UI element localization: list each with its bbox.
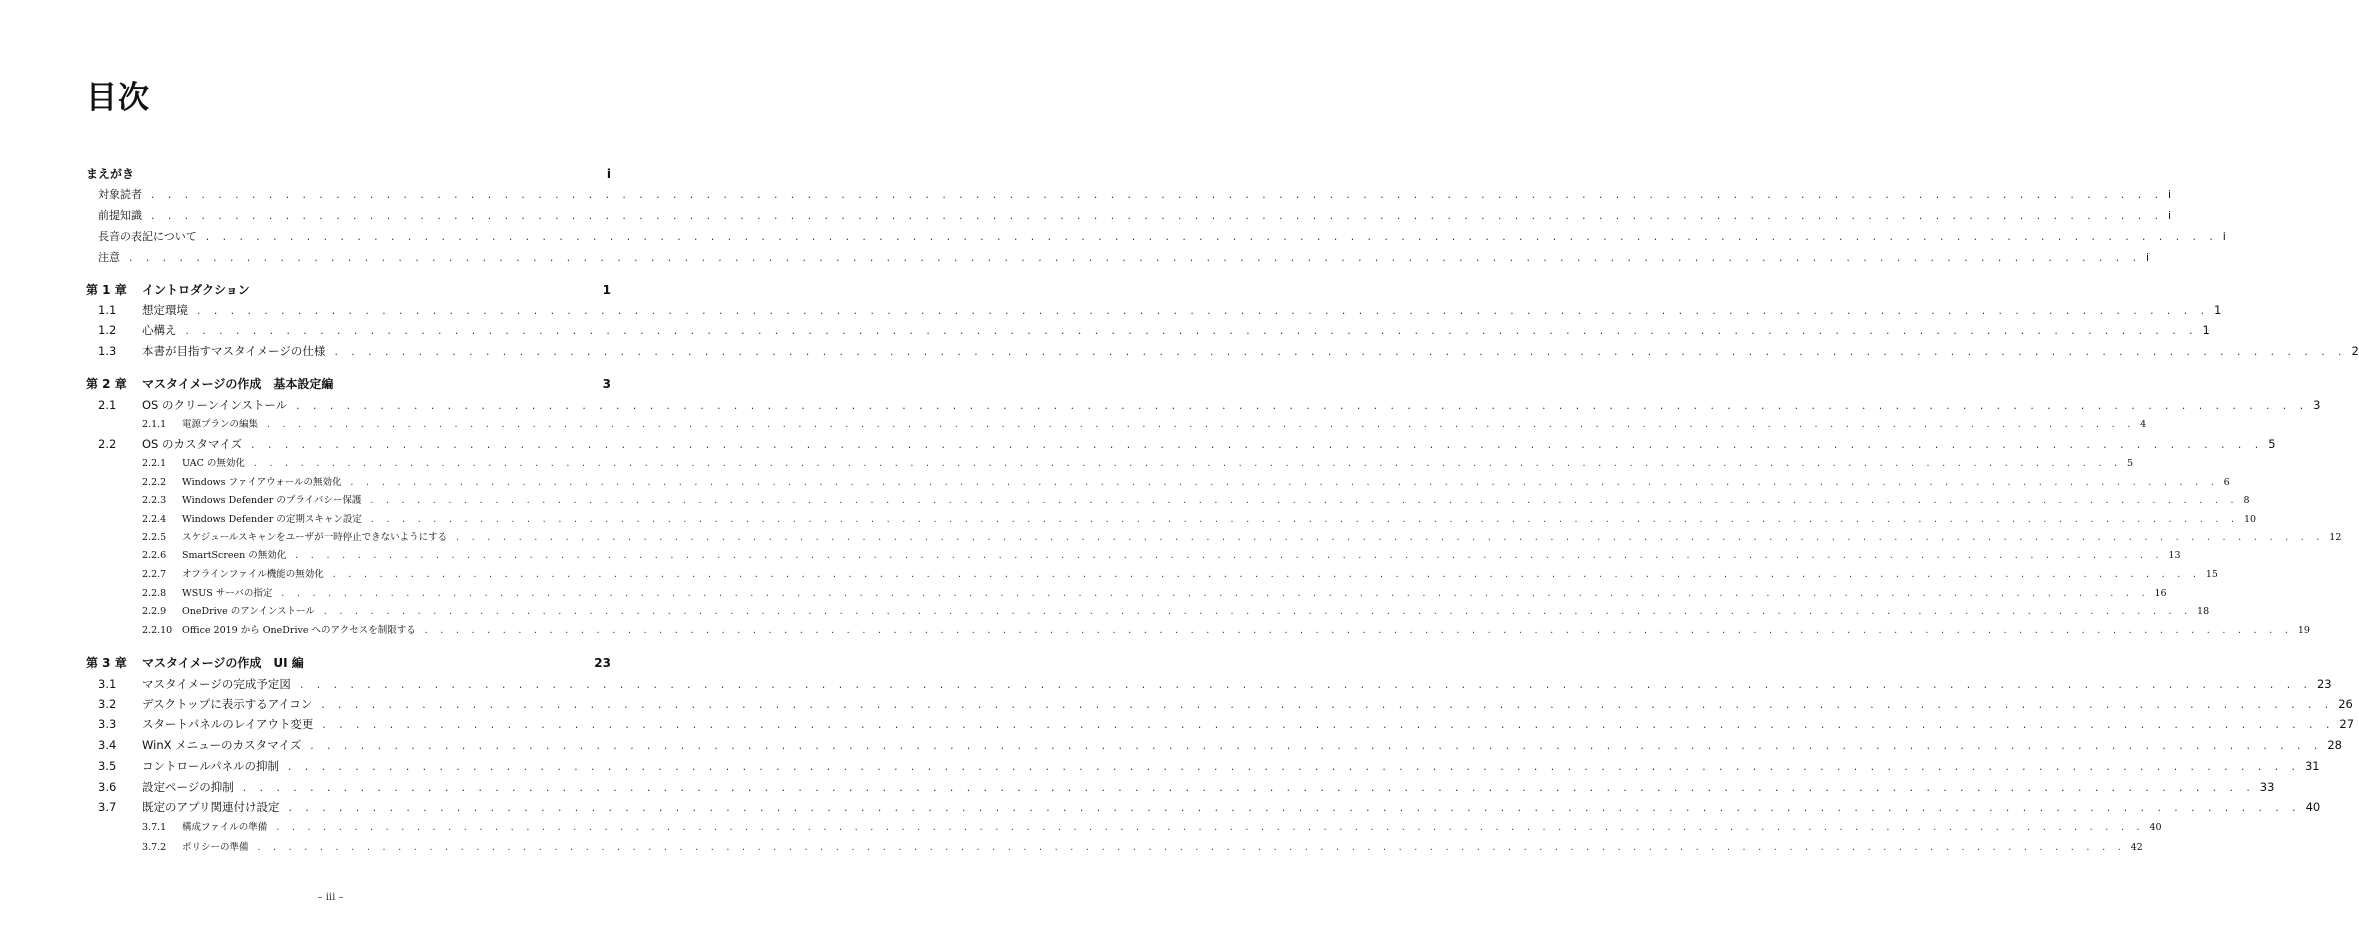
toc-entry-number: 2.1.1	[142, 419, 167, 430]
toc-dot-leader: . . . . . . . . . . . . . . . . . . . . . . . . . . . . . . . . . . . . . . . . . . . . . . . . . . . . . . . . . . . . . . . . . . . . . . . . . . . . . . . . . . . . . . . . . . . . . . . . . . . . . . . . . . . . . . . . . . . . . . . .	[369, 496, 2238, 505]
toc-page-number: 23	[594, 656, 611, 670]
toc-entry-number: 1.3	[98, 344, 117, 358]
toc-page-number: 1	[2202, 323, 2210, 337]
toc-entry-title: 設定ページの抑制	[142, 780, 234, 794]
toc-entry-title: 前提知識	[98, 209, 142, 222]
toc-entry-title: Office 2019 から OneDrive へのアクセスを制限する	[182, 625, 416, 636]
toc-entry-number: 第 2 章	[86, 377, 127, 391]
toc-dot-leader: . . . . . . . . . . . . . . . . . . . . . . . . . . . . . . . . . . . . . . . . . . . . . . . . . . . . . . . . . . . . . . . . . . . . . . . . . . . . . . . . . . . . . . . . . . . . . . . . . . . . . . . . . . . . . . . . . . . . . . . .	[333, 348, 2346, 358]
toc-front-entry[interactable]	[86, 186, 2172, 202]
toc-section-entry[interactable]	[86, 397, 2321, 413]
toc-entry-title: OS のクリーンインストール	[142, 398, 288, 412]
toc-subsection-entry[interactable]	[86, 455, 2134, 469]
toc-dot-leader: . . . . . . . . . . . . . . . . . . . . . . . . . . . . . . . . . . . . . . . . . . . . . . . . . . . . . . . . . . . . . . . . . . . . . . . . . . . . . . . . . . . . . . . . . . . . . . . . . . . . . . . . . . . . . . . . . . . . . . . .	[150, 191, 2163, 201]
toc-subsection-entry[interactable]	[86, 474, 2230, 488]
toc-section-entry[interactable]	[86, 799, 2321, 815]
toc-page-number: 10	[2243, 514, 2257, 525]
toc-entry-number: 3.1	[98, 677, 117, 691]
toc-entry-title: マスタイメージの完成予定図	[142, 677, 291, 691]
toc-entry-number: 3.7.1	[142, 822, 167, 833]
toc-dot-leader: . . . . . . . . . . . . . . . . . . . . . . . . . . . . . . . . . . . . . . . . . . . . . . . . . . . . . . . . . . . . . . . . . . . . . . . . . . . . . . . . . . . . . . . . . . . . . . . . . . . . . . . . . . . . . . . . . . . . . . . .	[150, 212, 2163, 222]
toc-subsection-entry[interactable]	[86, 585, 2167, 599]
toc-entry-number: 3.6	[98, 780, 117, 794]
toc-dot-leader: . . . . . . . . . . . . . . . . . . . . . . . . . . . . . . . . . . . . . . . . . . . . . . . . . . . . . . . . . . . . . . . . . . . . . . . . . . . . . . . . . . . . . . . . . . . . . . . . . . . . . . . . . . . . . . . . . . . . . . . .	[184, 327, 2197, 337]
toc-entry-title: OS のカスタマイズ	[142, 437, 243, 451]
toc-entry-title: 電源プランの編集	[182, 419, 259, 430]
toc-entry-number: 3.7	[98, 800, 117, 814]
toc-chapter-entry[interactable]	[86, 375, 611, 392]
toc-dot-leader: . . . . . . . . . . . . . . . . . . . . . . . . . . . . . . . . . . . . . . . . . . . . . . . . . . . . . . . . . . . . . . . . . . . . . . . . . . . . . . . . . . . . . . . . . . . . . . . . . . . . . . . . . . . . . . . . . . . . . . . .	[294, 551, 2163, 560]
page-number-footer: – iii –	[317, 892, 344, 903]
toc-entry-number: 3.3	[98, 717, 117, 731]
toc-entry-number: 2.2.2	[142, 477, 167, 488]
toc-entry-title: UAC の無効化	[182, 458, 245, 469]
toc-subsection-entry[interactable]	[86, 603, 2210, 617]
toc-page-number: 18	[2197, 606, 2210, 617]
toc-section-entry[interactable]	[86, 716, 2355, 732]
toc-page-number: 15	[2205, 569, 2218, 580]
toc-entry-title: Windows Defender の定期スキャン設定	[182, 514, 362, 525]
toc-section-entry[interactable]	[86, 779, 2275, 795]
toc-entry-title: マスタイメージの作成 UI 編	[142, 656, 304, 670]
toc-entry-number: 第 3 章	[86, 656, 127, 670]
toc-entry-title: 構成ファイルの準備	[182, 822, 268, 833]
toc-entry-title: OneDrive のアンインストール	[182, 606, 315, 617]
toc-dot-leader: . . . . . . . . . . . . . . . . . . . . . . . . . . . . . . . . . . . . . . . . . . . . . . . . . . . . . . . . . . . . . . . . . . . . . . . . . . . . . . . . . . . . . . . . . . . . . . . . . . . . . . . . . . . . . . . . . . . . . . . .	[320, 701, 2333, 711]
toc-page-number: 1	[602, 283, 611, 297]
toc-section-entry[interactable]	[86, 676, 2332, 692]
toc-front-entry[interactable]	[86, 207, 2172, 223]
toc-page-number: 42	[2130, 842, 2143, 853]
toc-page-number: i	[606, 167, 611, 181]
toc-entry-number: 2.2.5	[142, 532, 167, 543]
toc-page-number: 1	[2214, 303, 2222, 317]
toc-entry-title: スケジュールスキャンをユーザが一時停止できないようにする	[182, 532, 448, 543]
toc-front-entry[interactable]	[86, 228, 2226, 244]
toc-section-entry[interactable]	[86, 758, 2320, 774]
toc-chapter-entry[interactable]	[86, 654, 611, 671]
toc-entry-title: ポリシーの準備	[182, 842, 249, 853]
toc-dot-leader: . . . . . . . . . . . . . . . . . . . . . . . . . . . . . . . . . . . . . . . . . . . . . . . . . . . . . . . . . . . . . . . . . . . . . . . . . . . . . . . . . . . . . . . . . . . . . . . . . . . . . . . . . . . . . . . . . . . . . . . .	[241, 784, 2254, 794]
toc-chapter-entry[interactable]	[86, 281, 611, 298]
toc-page-number: 4	[2140, 419, 2147, 430]
toc-dot-leader: . . . . . . . . . . . . . . . . . . . . . . . . . . . . . . . . . . . . . . . . . . . . . . . . . . . . . . . . . . . . . . . . . . . . . . . . . . . . . . . . . . . . . . . . . . . . . . . . . . . . . . . . . . . . . . . . . . . . . . . .	[286, 763, 2299, 773]
toc-entry-title: イントロダクション	[142, 283, 250, 297]
toc-page-number: 3	[2313, 398, 2321, 412]
toc-page-number: 40	[2305, 800, 2321, 814]
toc-entry-title: Windows Defender のプライバシー保護	[182, 495, 362, 506]
toc-entry-title: スタートパネルのレイアウト変更	[142, 717, 314, 731]
toc-entry-number: 3.4	[98, 738, 117, 752]
toc-page-number: 12	[2329, 532, 2342, 543]
toc-entry-number: 2.1	[98, 398, 117, 412]
toc-page-number: 2	[2351, 344, 2359, 358]
toc-page-number: 5	[2268, 437, 2276, 451]
toc-page-number: 3	[602, 377, 611, 391]
toc-entry-number: 2.2.8	[142, 588, 167, 599]
toc-dot-leader: . . . . . . . . . . . . . . . . . . . . . . . . . . . . . . . . . . . . . . . . . . . . . . . . . . . . . . . . . . . . . . . . . . . . . . . . . . . . . . . . . . . . . . . . . . . . . . . . . . . . . . . . . . . . . . . . . . . . . . . .	[423, 626, 2292, 635]
toc-subsection-entry[interactable]	[86, 622, 2310, 636]
toc-page-number: 6	[2223, 477, 2230, 488]
toc-entry-title: 心構え	[142, 323, 177, 337]
toc-dot-leader: . . . . . . . . . . . . . . . . . . . . . . . . . . . . . . . . . . . . . . . . . . . . . . . . . . . . . . . . . . . . . . . . . . . . . . . . . . . . . . . . . . . . . . . . . . . . . . . . . . . . . . . . . . . . . . . . . . . . . . . .	[309, 742, 2322, 752]
page-title: 目次	[86, 80, 150, 116]
toc-page-number: 8	[2243, 495, 2250, 506]
toc-subsection-entry[interactable]	[86, 416, 2147, 430]
toc-page-number: 40	[2149, 822, 2162, 833]
toc-chapter-entry[interactable]	[86, 165, 611, 182]
toc-page-number: 16	[2154, 588, 2167, 599]
toc-entry-title: SmartScreen の無効化	[182, 550, 287, 561]
toc-page-number: 31	[2304, 759, 2320, 773]
toc-dot-leader: . . . . . . . . . . . . . . . . . . . . . . . . . . . . . . . . . . . . . . . . . . . . . . . . . . . . . . . . . . . . . . . . . . . . . . . . . . . . . . . . . . . . . . . . . . . . . . . . . . . . . . . . . . . . . . . . . . . . . . . .	[280, 589, 2149, 598]
toc-dot-leader: . . . . . . . . . . . . . . . . . . . . . . . . . . . . . . . . . . . . . . . . . . . . . . . . . . . . . . . . . . . . . . . . . . . . . . . . . . . . . . . . . . . . . . . . . . . . . . . . . . . . . . . . . . . . . . . . . . . . . . . .	[369, 515, 2238, 524]
toc-entry-title: デスクトップに表示するアイコン	[142, 697, 313, 711]
toc-dot-leader: . . . . . . . . . . . . . . . . . . . . . . . . . . . . . . . . . . . . . . . . . . . . . . . . . . . . . . . . . . . . . . . . . . . . . . . . . . . . . . . . . . . . . . . . . . . . . . . . . . . . . . . . . . . . . . . . . . . . . . . .	[250, 441, 2263, 451]
toc-page-number: 19	[2297, 625, 2310, 636]
toc-entry-title: 本書が目指すマスタイメージの仕様	[142, 344, 326, 358]
toc-dot-leader: . . . . . . . . . . . . . . . . . . . . . . . . . . . . . . . . . . . . . . . . . . . . . . . . . . . . . . . . . . . . . . . . . . . . . . . . . . . . . . . . . . . . . . . . . . . . . . . . . . . . . . . . . . . . . . . . . . . . . . . .	[204, 233, 2217, 243]
toc-page-number: 13	[2168, 550, 2181, 561]
toc-entry-number: 2.2.7	[142, 569, 167, 580]
toc-section-entry[interactable]	[86, 436, 2276, 452]
toc-section-entry[interactable]	[86, 737, 2342, 753]
toc-entry-number: 第 1 章	[86, 283, 127, 297]
toc-page-number: 28	[2327, 738, 2342, 752]
toc-dot-leader: . . . . . . . . . . . . . . . . . . . . . . . . . . . . . . . . . . . . . . . . . . . . . . . . . . . . . . . . . . . . . . . . . . . . . . . . . . . . . . . . . . . . . . . . . . . . . . . . . . . . . . . . . . . . . . . . . . . . . . . .	[128, 254, 2141, 264]
toc-entry-title: WinX メニューのカスタマイズ	[142, 738, 302, 752]
toc-dot-leader: . . . . . . . . . . . . . . . . . . . . . . . . . . . . . . . . . . . . . . . . . . . . . . . . . . . . . . . . . . . . . . . . . . . . . . . . . . . . . . . . . . . . . . . . . . . . . . . . . . . . . . . . . . . . . . . . . . . . . . . .	[298, 681, 2311, 691]
toc-entry-number: 2.2.4	[142, 514, 167, 525]
toc-dot-leader: . . . . . . . . . . . . . . . . . . . . . . . . . . . . . . . . . . . . . . . . . . . . . . . . . . . . . . . . . . . . . . . . . . . . . . . . . . . . . . . . . . . . . . . . . . . . . . . . . . . . . . . . . . . . . . . . . . . . . . . .	[331, 570, 2200, 579]
toc-entry-number: 2.2.1	[142, 458, 167, 469]
toc-entry-title: マスタイメージの作成 基本設定編	[142, 377, 334, 391]
toc-subsection-entry[interactable]	[86, 839, 2143, 853]
toc-entry-number: 1.1	[98, 303, 117, 317]
toc-entry-number: 2.2.3	[142, 495, 167, 506]
toc-subsection-entry[interactable]	[86, 819, 2162, 833]
toc-entry-number: 3.5	[98, 759, 117, 773]
toc-entry-title: まえがき	[86, 167, 135, 181]
toc-entry-title: 長音の表記について	[98, 230, 197, 243]
toc-subsection-entry[interactable]	[86, 547, 2181, 561]
toc-page-number: 33	[2259, 780, 2275, 794]
toc-dot-leader: . . . . . . . . . . . . . . . . . . . . . . . . . . . . . . . . . . . . . . . . . . . . . . . . . . . . . . . . . . . . . . . . . . . . . . . . . . . . . . . . . . . . . . . . . . . . . . . . . . . . . . . . . . . . . . . . . . . . . . . .	[455, 533, 2324, 542]
toc-entry-number: 2.2.10	[142, 625, 173, 636]
toc-entry-number: 3.2	[98, 697, 117, 711]
toc-dot-leader: . . . . . . . . . . . . . . . . . . . . . . . . . . . . . . . . . . . . . . . . . . . . . . . . . . . . . . . . . . . . . . . . . . . . . . . . . . . . . . . . . . . . . . . . . . . . . . . . . . . . . . . . . . . . . . . . . . . . . . . .	[275, 823, 2144, 832]
toc-dot-leader: . . . . . . . . . . . . . . . . . . . . . . . . . . . . . . . . . . . . . . . . . . . . . . . . . . . . . . . . . . . . . . . . . . . . . . . . . . . . . . . . . . . . . . . . . . . . . . . . . . . . . . . . . . . . . . . . . . . . . . . .	[256, 843, 2125, 852]
toc-entry-title: コントロールパネルの抑制	[142, 759, 279, 773]
toc-section-entry[interactable]	[86, 302, 2222, 318]
toc-page-number: 26	[2338, 697, 2353, 711]
toc-entry-number: 3.7.2	[142, 842, 167, 853]
toc-page-number: 23	[2316, 677, 2332, 691]
toc-subsection-entry[interactable]	[86, 511, 2257, 525]
toc-page-number: i	[2168, 188, 2172, 201]
toc-section-entry[interactable]	[86, 696, 2353, 712]
toc-page-number: i	[2168, 209, 2172, 222]
toc-entry-title: Windows ファイアウォールの無効化	[182, 477, 342, 488]
toc-dot-leader: . . . . . . . . . . . . . . . . . . . . . . . . . . . . . . . . . . . . . . . . . . . . . . . . . . . . . . . . . . . . . . . . . . . . . . . . . . . . . . . . . . . . . . . . . . . . . . . . . . . . . . . . . . . . . . . . . . . . . . . .	[349, 478, 2218, 487]
toc-page-number: i	[2222, 230, 2226, 243]
toc-entry-title: オフラインファイル機能の無効化	[182, 569, 324, 580]
toc-entry-title: 注意	[98, 251, 120, 264]
toc-front-entry[interactable]	[86, 249, 2150, 265]
toc-subsection-entry[interactable]	[86, 566, 2218, 580]
toc-entry-number: 2.2	[98, 437, 117, 451]
toc-entry-title: 想定環境	[142, 303, 188, 317]
toc-entry-title: 既定のアプリ関連付け設定	[142, 800, 280, 814]
toc-entry-title: 対象読者	[98, 188, 142, 201]
toc-dot-leader: . . . . . . . . . . . . . . . . . . . . . . . . . . . . . . . . . . . . . . . . . . . . . . . . . . . . . . . . . . . . . . . . . . . . . . . . . . . . . . . . . . . . . . . . . . . . . . . . . . . . . . . . . . . . . . . . . . . . . . . .	[266, 420, 2135, 429]
toc-section-entry[interactable]	[86, 343, 2359, 359]
toc-subsection-entry[interactable]	[86, 492, 2250, 506]
toc-entry-title: WSUS サーバの指定	[182, 588, 273, 599]
toc-subsection-entry[interactable]	[86, 529, 2342, 543]
toc-dot-leader: . . . . . . . . . . . . . . . . . . . . . . . . . . . . . . . . . . . . . . . . . . . . . . . . . . . . . . . . . . . . . . . . . . . . . . . . . . . . . . . . . . . . . . . . . . . . . . . . . . . . . . . . . . . . . . . . . . . . . . . .	[196, 307, 2209, 317]
toc-section-entry[interactable]	[86, 322, 2210, 338]
toc-dot-leader: . . . . . . . . . . . . . . . . . . . . . . . . . . . . . . . . . . . . . . . . . . . . . . . . . . . . . . . . . . . . . . . . . . . . . . . . . . . . . . . . . . . . . . . . . . . . . . . . . . . . . . . . . . . . . . . . . . . . . . . .	[321, 721, 2334, 731]
toc-entry-number: 2.2.9	[142, 606, 167, 617]
toc-dot-leader: . . . . . . . . . . . . . . . . . . . . . . . . . . . . . . . . . . . . . . . . . . . . . . . . . . . . . . . . . . . . . . . . . . . . . . . . . . . . . . . . . . . . . . . . . . . . . . . . . . . . . . . . . . . . . . . . . . . . . . . .	[252, 459, 2121, 468]
toc-dot-leader: . . . . . . . . . . . . . . . . . . . . . . . . . . . . . . . . . . . . . . . . . . . . . . . . . . . . . . . . . . . . . . . . . . . . . . . . . . . . . . . . . . . . . . . . . . . . . . . . . . . . . . . . . . . . . . . . . . . . . . . .	[322, 607, 2192, 616]
toc-dot-leader: . . . . . . . . . . . . . . . . . . . . . . . . . . . . . . . . . . . . . . . . . . . . . . . . . . . . . . . . . . . . . . . . . . . . . . . . . . . . . . . . . . . . . . . . . . . . . . . . . . . . . . . . . . . . . . . . . . . . . . . .	[287, 804, 2300, 814]
toc-page-number: 5	[2127, 458, 2134, 469]
toc-entry-number: 1.2	[98, 323, 117, 337]
toc-entry-number: 2.2.6	[142, 550, 167, 561]
toc-page-number: 27	[2339, 717, 2355, 731]
toc-page-number: i	[2146, 251, 2150, 264]
toc-dot-leader: . . . . . . . . . . . . . . . . . . . . . . . . . . . . . . . . . . . . . . . . . . . . . . . . . . . . . . . . . . . . . . . . . . . . . . . . . . . . . . . . . . . . . . . . . . . . . . . . . . . . . . . . . . . . . . . . . . . . . . . .	[295, 402, 2308, 412]
